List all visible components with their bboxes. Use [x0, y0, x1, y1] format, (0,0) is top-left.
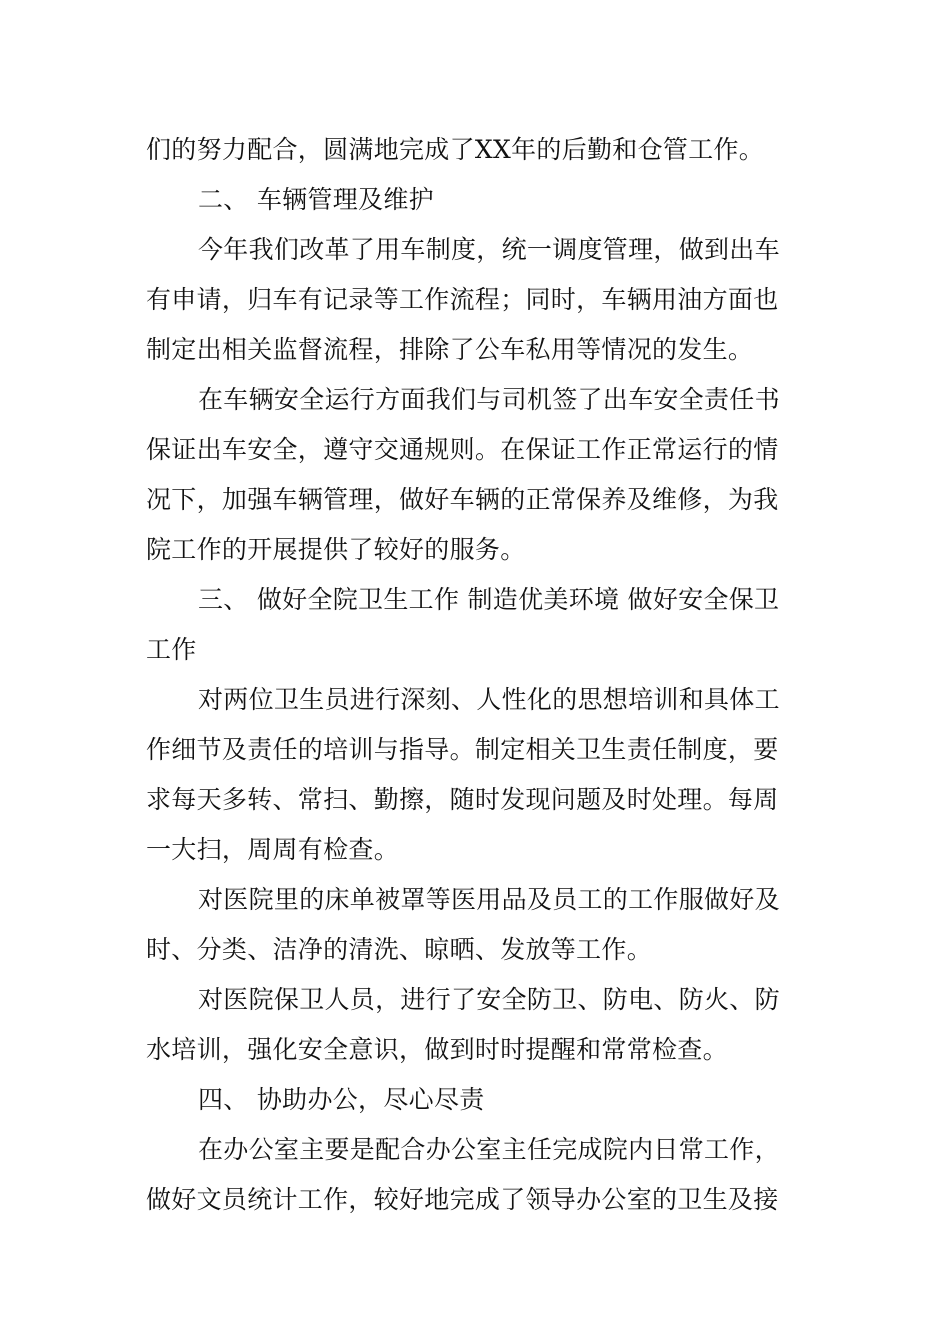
section-heading: 二、 车辆管理及维护: [198, 185, 434, 214]
text-line: 况下，加强车辆管理，做好车辆的正常保养及维修，为我: [146, 485, 779, 514]
text-line: 们的努力配合，圆满地完成了XX年的后勤和仓管工作。: [146, 135, 765, 164]
text-line: 对两位卫生员进行深刻、人性化的思想培训和具体工: [198, 685, 780, 714]
text-line: 保证出车安全，遵守交通规则。在保证工作正常运行的情: [146, 435, 779, 464]
text-line: 院工作的开展提供了较好的服务。: [146, 535, 526, 564]
text-line: 一大扫，周周有检查。: [146, 835, 400, 864]
text-line: 时、分类、洁净的清洗、晾晒、发放等工作。: [146, 935, 653, 964]
section-heading-continued: 工作: [146, 635, 197, 664]
text-line: 在车辆安全运行方面我们与司机签了出车安全责任书: [198, 385, 780, 414]
text-line: 求每天多转、常扫、勤擦，随时发现问题及时处理。每周: [146, 785, 779, 814]
text-line: 作细节及责任的培训与指导。制定相关卫生责任制度，要: [146, 735, 779, 764]
text-line: 在办公室主要是配合办公室主任完成院内日常工作，: [198, 1135, 780, 1164]
text-line: 对医院里的床单被罩等医用品及员工的工作服做好及: [198, 885, 780, 914]
text-line: 制定出相关监督流程，排除了公车私用等情况的发生。: [146, 335, 754, 364]
text-line: 有申请，归车有记录等工作流程；同时，车辆用油方面也: [146, 285, 779, 314]
text-line: 水培训，强化安全意识，做到时时提醒和常常检查。: [146, 1035, 728, 1064]
section-heading: 三、 做好全院卫生工作 制造优美环境 做好安全保卫: [198, 585, 780, 614]
section-heading: 四、 协助办公，尽心尽责: [198, 1085, 485, 1114]
text-line: 做好文员统计工作，较好地完成了领导办公室的卫生及接: [146, 1185, 779, 1214]
text-line: 对医院保卫人员，进行了安全防卫、防电、防火、防: [198, 985, 780, 1014]
text-line: 今年我们改革了用车制度，统一调度管理，做到出车: [198, 235, 780, 264]
